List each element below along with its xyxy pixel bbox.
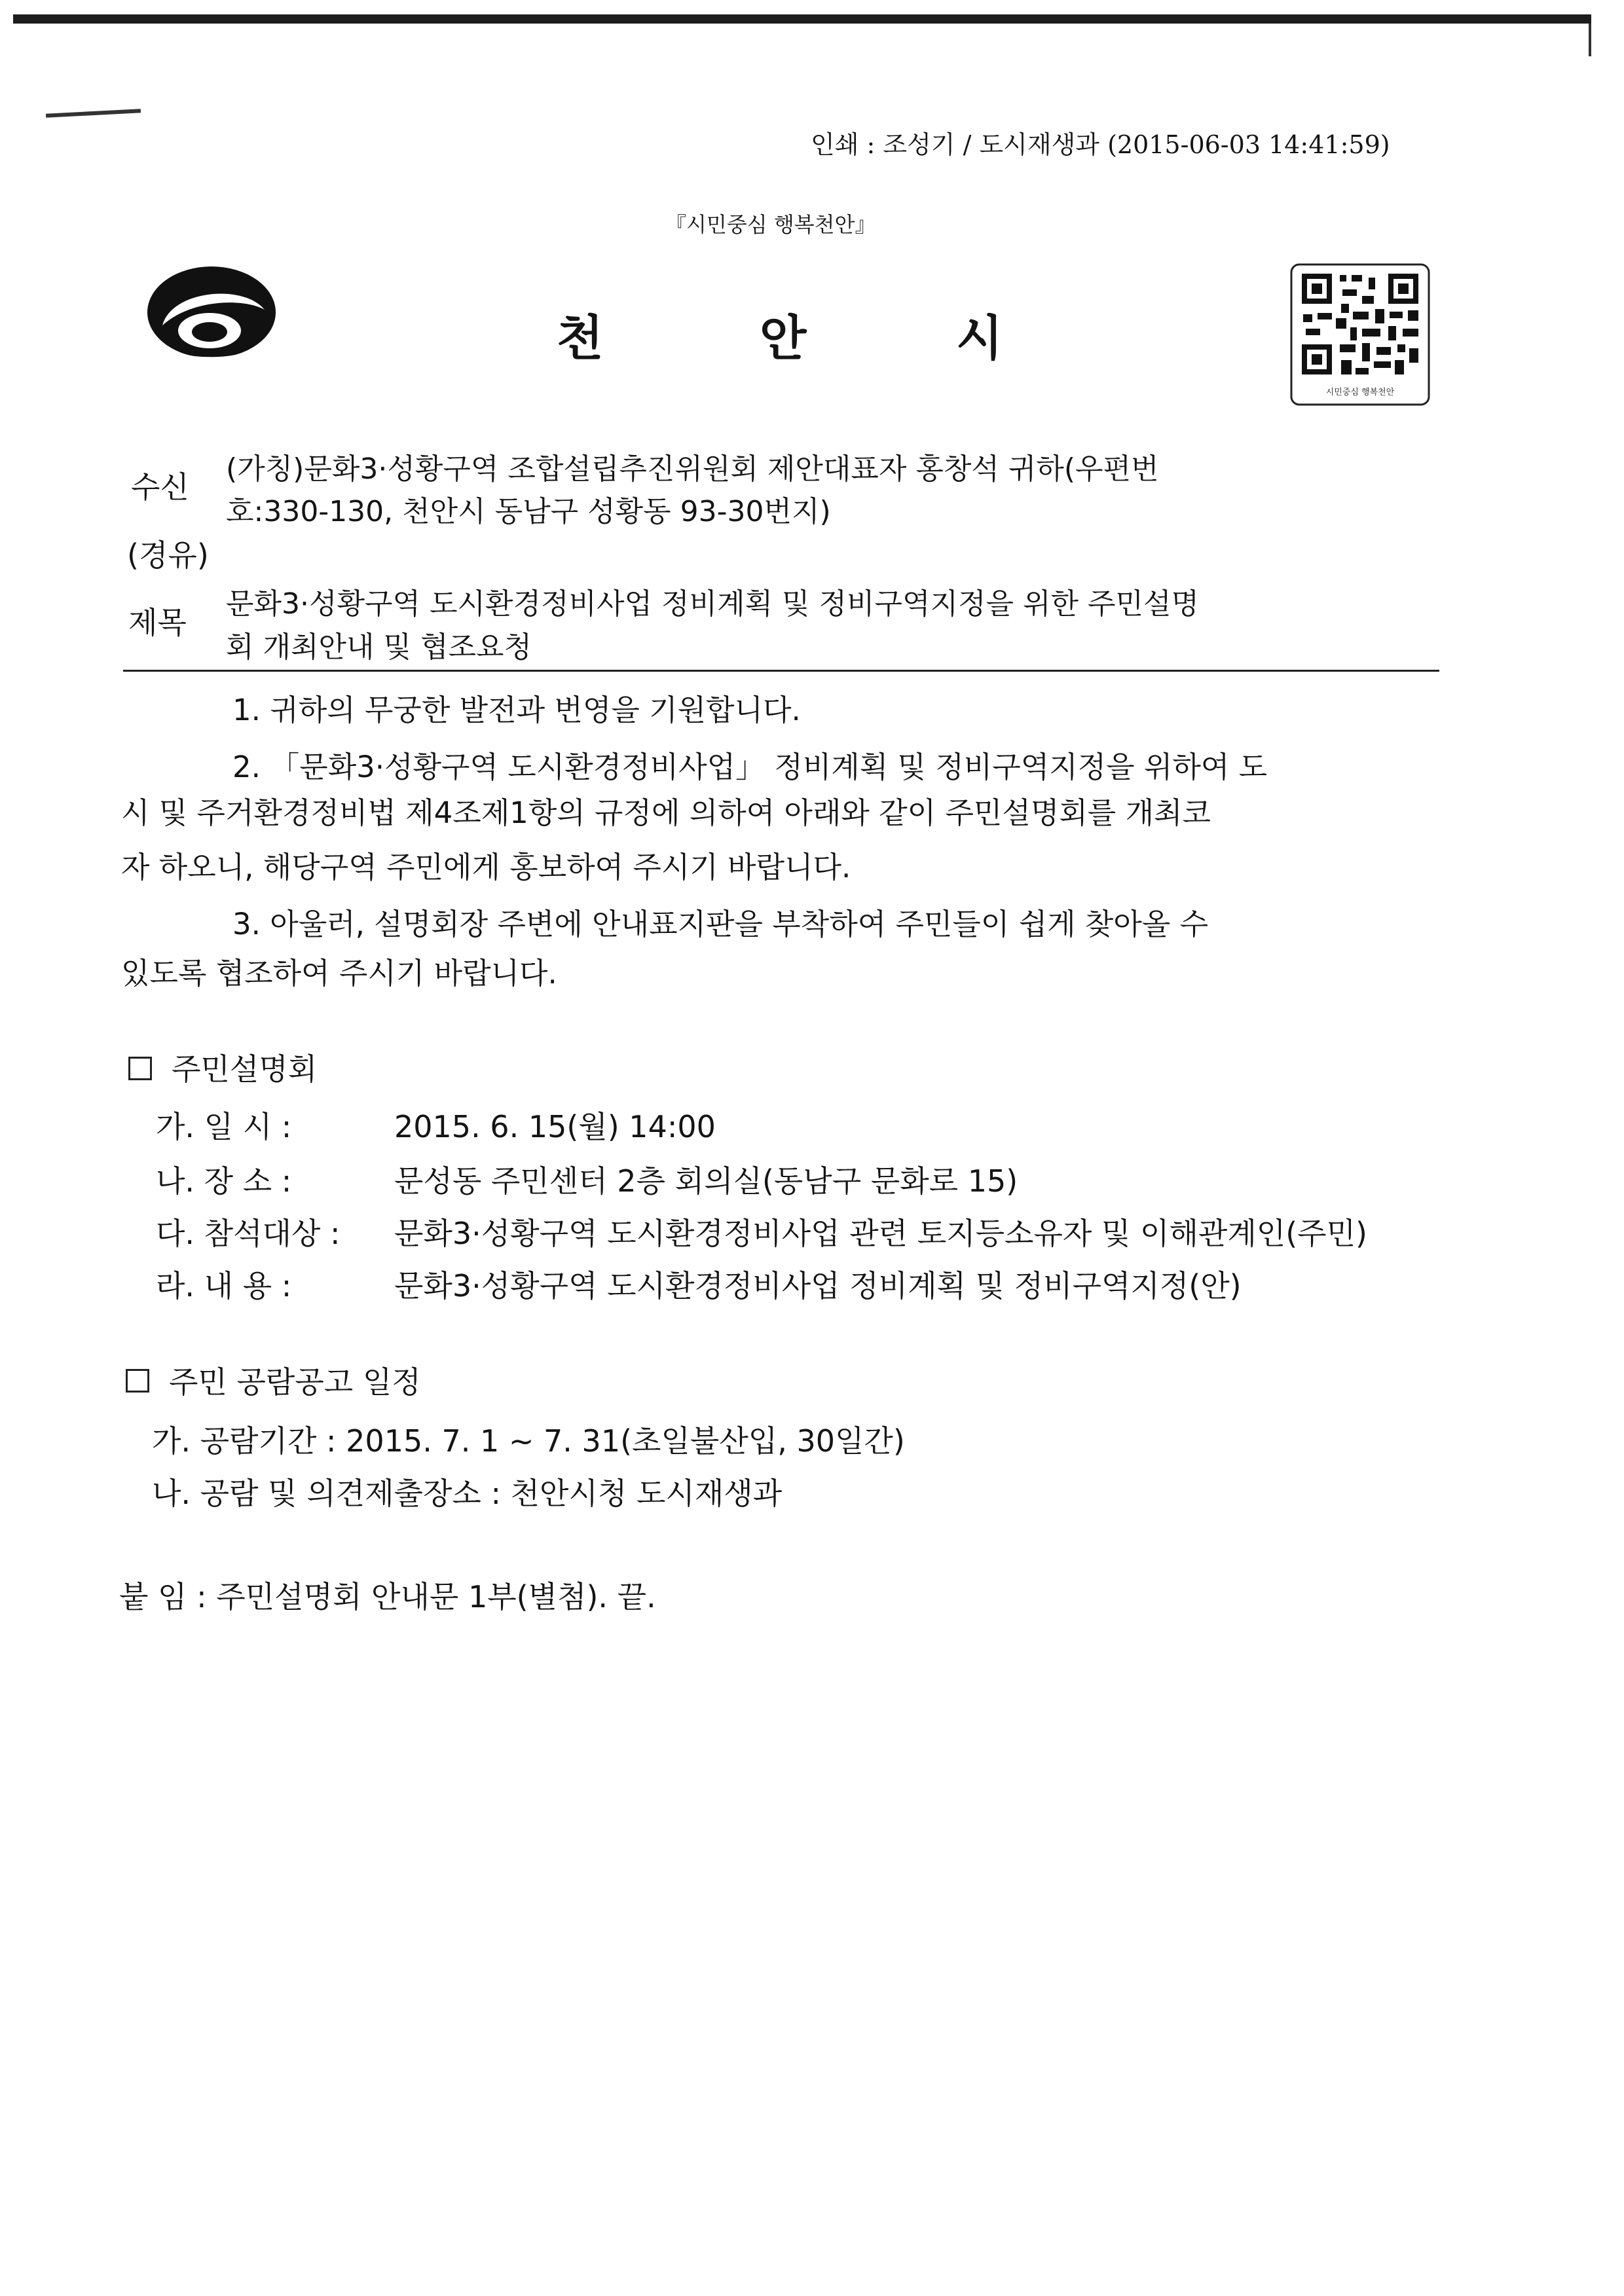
inspection-period: 가. 공람기간 : 2015. 7. 1 ~ 7. 31(초일불산입, 30일간)	[152, 1423, 905, 1459]
meeting-label-place: 나. 장 소 :	[156, 1163, 292, 1199]
scan-border-right	[1589, 24, 1591, 56]
meeting-label-attendees: 다. 참석대상 :	[156, 1216, 341, 1251]
qr-caption: 시민중심 행복천안	[1325, 388, 1395, 397]
subject-label: 제목	[128, 605, 187, 640]
meeting-label-date: 가. 일 시 :	[156, 1109, 292, 1144]
section-checkbox-icon	[126, 1369, 149, 1393]
meeting-attendees: 문화3·성황구역 도시환경정비사업 관련 토지등소유자 및 이해관계인(주민)	[394, 1216, 1367, 1251]
inspection-place: 나. 공람 및 의견제출장소 : 천안시청 도시재생과	[152, 1476, 783, 1511]
meeting-label-content: 라. 내 용 :	[156, 1268, 292, 1303]
subject-line-1: 문화3·성황구역 도시환경정비사업 정비계획 및 정비구역지정을 위한 주민설명	[226, 587, 1200, 621]
paragraph-2-line-3: 자 하오니, 해당구역 주민에게 홍보하여 주시기 바랍니다.	[121, 850, 851, 884]
title-char-1: 천	[557, 310, 604, 367]
section-checkbox-icon	[128, 1057, 152, 1080]
paragraph-1: 1. 귀하의 무궁한 발전과 번영을 기원합니다.	[232, 693, 801, 727]
slogan: 『시민중심 행복천안』	[665, 212, 876, 237]
scan-mark	[46, 109, 141, 118]
recipient-label: 수신	[131, 469, 189, 505]
meeting-content: 문화3·성황구역 도시환경정비사업 정비계획 및 정비구역지정(안)	[394, 1268, 1242, 1303]
city-logo-icon	[145, 265, 278, 360]
title-char-3: 시	[956, 310, 1003, 367]
subject-line-2: 회 개최안내 및 협조요청	[226, 630, 532, 664]
recipient-line-2: 호:330-130, 천안시 동남구 성황동 93-30번지)	[226, 495, 831, 528]
title-char-2: 안	[760, 310, 807, 367]
paragraph-2-line-2: 시 및 주거환경정비법 제4조제1항의 규정에 의하여 아래와 같이 주민설명회를 개최코	[121, 795, 1211, 830]
meeting-place: 문성동 주민센터 2층 회의실(동남구 문화로 15)	[394, 1163, 1018, 1199]
meeting-date: 2015. 6. 15(월) 14:00	[394, 1109, 716, 1144]
recipient-line-1: (가칭)문화3·성황구역 조합설립추진위원회 제안대표자 홍창석 귀하(우편번	[226, 452, 1159, 486]
attachment-line: 붙 임 : 주민설명회 안내문 1부(별첨). 끝.	[119, 1579, 656, 1614]
paragraph-3-line-2: 있도록 협조하여 주시기 바랍니다.	[121, 956, 557, 991]
via-label: (경유)	[127, 538, 209, 573]
scan-border-top	[13, 14, 1591, 24]
paragraph-3-line-1: 3. 아울러, 설명회장 주변에 안내표지판을 부착하여 주민들이 쉽게 찾아올 수	[232, 907, 1209, 941]
print-info: 인쇄 : 조성기 / 도시재생과 (2015-06-03 14:41:59)	[811, 130, 1390, 159]
inspection-section-title: 주민 공람공고 일정	[169, 1364, 421, 1400]
paragraph-2-line-1: 2. 「문화3·성황구역 도시환경정비사업」 정비계획 및 정비구역지정을 위하여 도	[232, 750, 1268, 784]
header-divider	[123, 670, 1439, 672]
meeting-section-title: 주민설명회	[172, 1051, 318, 1087]
